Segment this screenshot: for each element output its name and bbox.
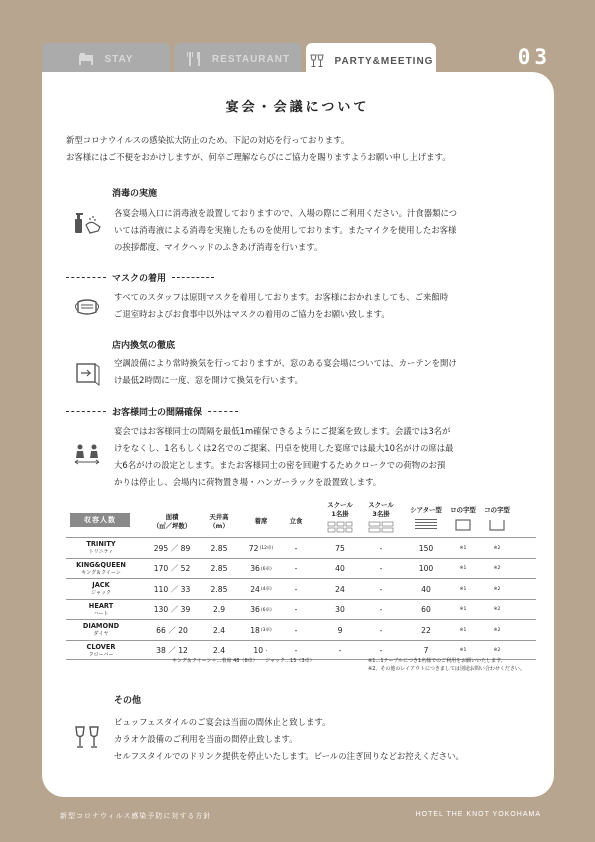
section-line: すべてのスタッフは原則マスクを着用しております。お客様におかれましても、ご来館時	[114, 292, 449, 302]
ceiling-cell: 2.4	[212, 625, 226, 635]
bed-icon	[78, 52, 94, 66]
section-line: いては消毒液による消毒を実施したものを使用しております。またマイクを使用したお客様	[114, 225, 457, 235]
dashed-divider	[208, 411, 238, 412]
standing-cell: -	[294, 584, 298, 594]
theater-cell: 7	[423, 646, 429, 655]
school-layout-icon	[368, 521, 394, 533]
intro-text	[66, 132, 451, 166]
school3-cell: -	[379, 646, 383, 655]
section-line: の挨拶都度、マイクヘッドのふきあげ消毒を行います。	[114, 242, 323, 252]
table-header	[66, 501, 536, 537]
standing-cell: -	[294, 646, 298, 655]
school3-cell: -	[379, 564, 383, 573]
section-heading: マスクの着用	[112, 274, 167, 284]
theater-layout-icon	[413, 517, 439, 533]
area-cell: 295 ／ 89	[153, 543, 191, 553]
section-line: けをなくし、1名もしくは2名でのご提案、円卓を使用した宴席では最大10名がけの席は最	[114, 443, 454, 453]
school1-cell: 75	[335, 543, 345, 553]
header-seated: 着席	[254, 517, 268, 525]
section-line: セルフスタイルでのドリンク提供を停止いたします。ビールの注ぎ回りなどお控えください。	[114, 751, 464, 761]
table-body	[66, 537, 536, 660]
school3-cell: -	[379, 605, 383, 614]
section-line: かりは停止し、会場内に荷物置き場・ハンガーラックを設置致します。	[114, 477, 382, 487]
square-cell: ※1	[459, 566, 467, 571]
capacity-table	[66, 501, 536, 660]
room-name: KING&QUEEN キング＆クイーン	[76, 560, 126, 576]
school-layout-icon	[327, 521, 353, 533]
standing-cell: -	[294, 605, 298, 614]
section-line: 各宴会場入口に消毒液を設置しておりますので、入場の際にご利用ください。汁食器類につ	[114, 208, 458, 218]
sanitizer-icon	[72, 211, 102, 237]
seated-cell: 72 (12卓)	[248, 543, 274, 553]
section-line: 空調設備により常時換気を行っておりますが、窓のある宴会場については、カーテンを開け	[114, 358, 457, 368]
ushape-cell: ※2	[493, 586, 501, 592]
section-body	[114, 205, 534, 256]
ceiling-cell: 2.4	[212, 646, 226, 655]
theater-cell: 40	[421, 584, 431, 594]
square-cell: ※1	[459, 545, 467, 551]
footer-hotel-name: HOTEL THE KNOT YOKOHAMA	[415, 811, 541, 818]
room-name: HEART ハート	[88, 601, 114, 617]
school1-cell: 30	[335, 605, 345, 614]
school1-cell: 40	[335, 564, 345, 573]
header-school3: スクール 3名掛	[358, 501, 404, 533]
section-heading: その他	[114, 696, 142, 706]
room-name: TRINITY トリニティ	[86, 540, 116, 555]
table-row	[66, 537, 536, 558]
ushape-cell: ※2	[493, 545, 501, 551]
area-cell: 66 ／ 20	[156, 625, 188, 635]
square-cell: ※1	[459, 586, 467, 592]
section-heading: お客様同士の間隔確保	[112, 408, 203, 418]
standing-cell: -	[294, 625, 298, 635]
header-standing: 立食	[289, 517, 303, 525]
ushape-cell: ※2	[493, 648, 501, 653]
header-ceiling: 天井高 （m）	[209, 513, 229, 530]
section-line: 宴会ではお客様同士の間隔を最低1m確保できるようにご提案を致します。会議では3名が	[114, 426, 451, 436]
section-body	[114, 714, 534, 765]
distance-icon	[72, 440, 102, 466]
room-name: DIAMOND ダイヤ	[82, 622, 120, 637]
section-heading-row	[66, 405, 238, 418]
table-row	[66, 619, 536, 640]
ushape-layout-icon	[486, 517, 508, 533]
header-ushape: コの字型	[478, 506, 516, 533]
square-cell: ※1	[459, 607, 467, 612]
header-square: ロの字型	[444, 506, 482, 533]
ceiling-cell: 2.85	[210, 564, 228, 573]
school1-cell: -	[338, 646, 342, 655]
section-body	[114, 289, 534, 323]
theater-cell: 150	[418, 543, 434, 553]
area-cell: 130 ／ 39	[153, 605, 191, 614]
cheers-icon	[72, 725, 102, 751]
header-area: 面積 （㎡／坪数）	[152, 513, 192, 530]
ushape-cell: ※2	[493, 627, 501, 633]
theater-cell: 22	[421, 625, 431, 635]
square-cell: ※1	[459, 627, 467, 633]
section-heading: 店内換気の徹底	[112, 341, 176, 351]
area-cell: 110 ／ 33	[153, 584, 191, 594]
dashed-divider	[66, 411, 106, 412]
seated-cell: 10 ・	[253, 646, 269, 655]
ushape-cell: ※2	[493, 566, 501, 571]
tab-restaurant-label: RESTAURANT	[211, 53, 291, 65]
standing-cell: -	[294, 543, 298, 553]
fork-knife-icon	[186, 52, 202, 66]
page-number: 03	[517, 45, 551, 69]
seated-cell: 24 (4卓)	[250, 584, 272, 594]
school3-cell: -	[379, 543, 383, 553]
area-cell: 38 ／ 12	[156, 646, 188, 655]
tab-restaurant[interactable]	[174, 43, 302, 75]
section-body	[114, 355, 534, 389]
ceiling-cell: 2.9	[212, 605, 226, 614]
square-cell: ※1	[459, 648, 467, 653]
table-row	[66, 599, 536, 620]
standing-cell: -	[294, 564, 298, 573]
school3-cell: -	[379, 584, 383, 594]
table-note-right: ※1…1テーブルにつき1名様でのご利用をお願いいたします。 ※2、その他のレイアウトにつきましては別途お問い合わせください。	[368, 658, 525, 672]
tab-party-meeting-label: PARTY&MEETING	[334, 55, 434, 67]
header-school1: スクール 1名掛	[318, 501, 362, 533]
intro-line: 新型コロナウイルスの感染拡大防止のため、下記の対応を行っております。	[66, 135, 350, 145]
section-line: け最低2時間に一度、窓を開けて換気を行います。	[114, 375, 303, 385]
ushape-cell: ※2	[493, 607, 501, 612]
section-line: ビュッフェスタイルのご宴会は当面の間休止と致します。	[114, 717, 331, 727]
capacity-badge: 収容人数	[70, 513, 130, 527]
tab-stay-label: STAY	[104, 53, 134, 65]
seated-cell: 18 (3卓)	[250, 625, 272, 635]
section-line: カラオケ設備のご利用を当面の間停止致します。	[114, 734, 298, 744]
section-heading-row	[66, 271, 214, 284]
theater-cell: 60	[421, 605, 431, 614]
school1-cell: 9	[337, 625, 343, 635]
seated-cell: 36 (6卓)	[250, 605, 272, 614]
ceiling-cell: 2.85	[210, 543, 228, 553]
room-name: CLOVER クローバー	[86, 642, 116, 658]
table-note-left: キング＆クイーン＋…着席 48（8卓） ジャック…15（3卓）	[172, 658, 315, 664]
section-line: ご退室時およびお食事中以外はマスクの着用のご協力をお願い致します。	[114, 309, 390, 319]
section-line: 大6名がけの設定とします。またお客様同士の密を回避するためクロークでの荷物のお預	[114, 460, 446, 470]
dashed-divider	[172, 277, 214, 278]
school3-cell: -	[379, 625, 383, 635]
dashed-divider	[66, 277, 106, 278]
glasses-icon	[309, 54, 325, 68]
section-heading: 消毒の実施	[112, 189, 158, 199]
school1-cell: 24	[335, 584, 345, 594]
intro-line: お客様にはご不便をおかけしますが、何卒ご理解ならびにご協力を賜りますようお願い申し上げます。	[66, 152, 451, 162]
header-theater: シアター型	[402, 506, 450, 533]
table-row	[66, 578, 536, 599]
ventilation-icon	[72, 360, 102, 386]
room-name: JACK ジャック	[91, 581, 111, 596]
square-layout-icon	[452, 517, 474, 533]
footer-policy: 新型コロナウィルス感染予防に対する方針	[60, 812, 212, 820]
theater-cell: 100	[418, 564, 434, 573]
ceiling-cell: 2.85	[210, 584, 228, 594]
section-body	[114, 423, 534, 491]
area-cell: 170 ／ 52	[153, 564, 191, 573]
tab-stay[interactable]	[42, 43, 170, 75]
table-row	[66, 558, 536, 579]
seated-cell: 36 (6卓)	[250, 564, 272, 573]
page-title: 宴会・会議について	[225, 100, 370, 115]
mask-icon	[72, 294, 102, 320]
